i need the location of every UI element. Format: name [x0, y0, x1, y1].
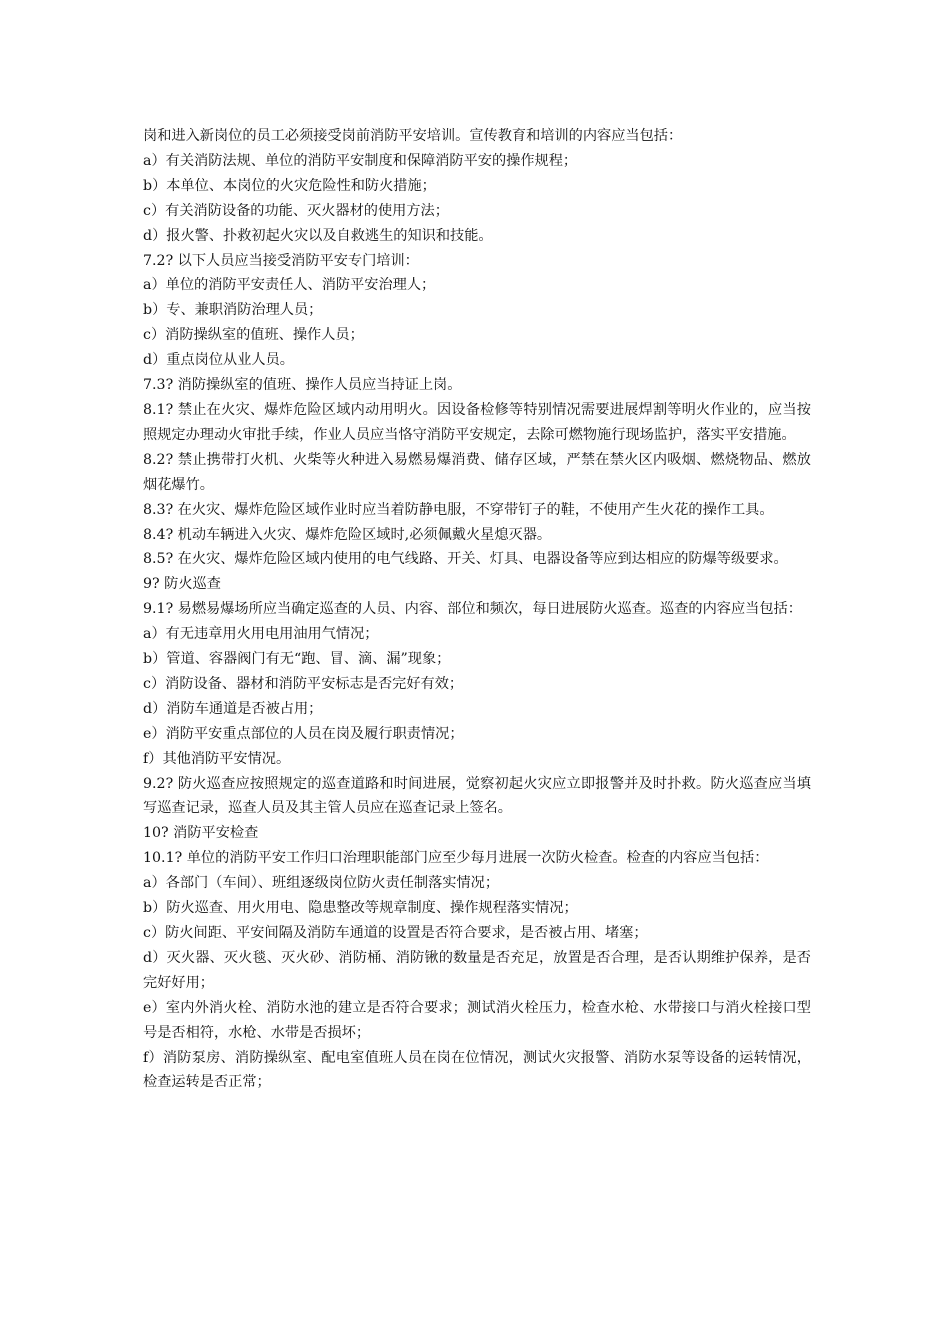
list-item: c）消防操纵室的值班、操作人员；: [143, 327, 364, 344]
clause-8-5: 8.5? 在火灾、爆炸危险区域内使用的电气线路、开关、灯具、电器设备等应到达相应的防爆等级要求。: [143, 551, 788, 568]
section-heading-9: 9? 防火巡查: [143, 576, 221, 593]
clause-9-1: 9.1? 易燃易爆场所应当确定巡查的人员、内容、部位和频次，每日进展防火巡查。巡查的内容应当包括：: [143, 601, 802, 618]
section-heading-10: 10? 消防平安检查: [143, 825, 259, 842]
list-item: b）防火巡查、用火用电、隐患整改等规章制度、操作规程落实情况；: [143, 900, 578, 917]
list-item: d）重点岗位从业人员。: [143, 352, 294, 369]
list-item: d）报火警、扑救初起火灾以及自救逃生的知识和技能。: [143, 227, 493, 244]
list-item: c）消防设备、器材和消防平安标志是否完好有效；: [143, 675, 464, 692]
list-item: a）单位的消防平安责任人、消防平安治理人；: [143, 277, 436, 294]
list-item: d）消防车通道是否被占用；: [143, 700, 323, 717]
list-item: b）管道、容器阀门有无“跑、冒、滴、漏”现象；: [143, 651, 451, 668]
list-item: a）有关消防法规、单位的消防平安制度和保障消防平安的操作规程；: [143, 152, 578, 169]
list-item: a）有无违章用火用电用油用气情况；: [143, 626, 379, 643]
clause-8-2: 8.2? 禁止携带打火机、火柴等火种进入易燃易爆消费、储存区域，严禁在禁火区内吸烟、燃烧物品、燃放烟花爆竹。: [143, 451, 811, 493]
clause-9-2: 9.2? 防火巡查应按照规定的巡查道路和时间进展，觉察初起火灾应立即报警并及时扑救。防火巡查应当填写巡查记录，巡查人员及其主管人员应在巡查记录上签名。: [143, 775, 811, 817]
clause-10-1: 10.1? 单位的消防平安工作归口治理职能部门应至少每月进展一次防火检查。检查的内容应当包括：: [143, 850, 769, 867]
list-item: c）有关消防设备的功能、灭火器材的使用方法；: [143, 202, 449, 219]
document-body: [143, 124, 811, 1095]
clause-7-3: 7.3? 消防操纵室的值班、操作人员应当持证上岗。: [143, 377, 462, 394]
list-item: e）室内外消火栓、消防水池的建立是否符合要求；测试消火栓压力，检查水枪、水带接口与消火栓接口型号是否相符，水枪、水带是否损坏；: [143, 999, 811, 1041]
clause-8-1: 8.1? 禁止在火灾、爆炸危险区域内动用明火。因设备检修等特别情况需要进展焊割等明火作业的，应当按照规定办理动火审批手续，作业人员应当恪守消防平安规定，去除可燃物施行现场监护，落实平安措施。: [143, 401, 811, 443]
list-item: e）消防平安重点部位的人员在岗及履行职责情况；: [143, 725, 464, 742]
list-item: c）防火间距、平安间隔及消防车通道的设置是否符合要求，是否被占用、堵塞；: [143, 925, 648, 941]
list-item: a）各部门（车间）、班组逐级岗位防火责任制落实情况；: [143, 875, 500, 892]
clause-8-3: 8.3? 在火灾、爆炸危险区域作业时应当着防静电服，不穿带钉子的鞋，不使用产生火花的操作工具。: [143, 501, 774, 518]
list-item: d）灭火器、灭火毯、灭火砂、消防桶、消防锹的数量是否充足，放置是否合理，是否认期维护保养，是否完好好用；: [143, 949, 811, 991]
paragraph: 岗和进入新岗位的员工必须接受岗前消防平安培训。宣传教育和培训的内容应当包括：: [143, 128, 683, 144]
list-item: f）消防泵房、消防操纵室、配电室值班人员在岗在位情况，测试火灾报警、消防水泵等设备的运转情况，检查运转是否正常；: [143, 1049, 811, 1091]
list-item: f）其他消防平安情况。: [143, 750, 291, 767]
clause-7-2: 7.2? 以下人员应当接受消防平安专门培训：: [143, 252, 419, 269]
list-item: b）专、兼职消防治理人员；: [143, 302, 323, 319]
clause-8-4: 8.4? 机动车辆进入火灾、爆炸危险区域时,必须佩戴火星熄灭器。: [143, 526, 552, 543]
list-item: b）本单位、本岗位的火灾危险性和防火措施；: [143, 177, 436, 194]
